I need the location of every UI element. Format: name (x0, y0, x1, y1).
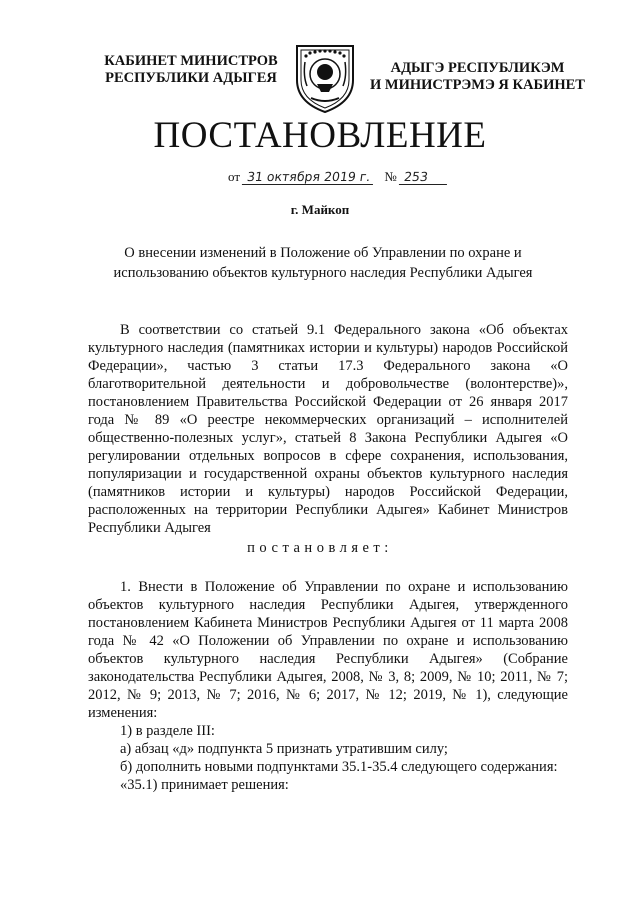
from-label: от (228, 169, 241, 184)
coat-of-arms-icon (291, 40, 359, 114)
issuer-name-russian (96, 53, 286, 87)
decree-word: постановляет: (247, 540, 393, 556)
items-list (88, 578, 568, 794)
list-item: а) абзац «д» подпункта 5 признать утратившим силу; (120, 741, 448, 757)
list-item: 1. Внести в Положение об Управлении по охране и использованию объектов культурного наследия Республики Адыгея, утвержденного постановлением Кабинета Министров Республики Адыгея от 11 марта 2008 года № 42 «О Положении об Управлении по охране и использованию объектов культурного наследия Республики Адыгея» (Собрание законодательства Республики Адыгея, 2008, № 3, 8; 2009, № 10; 2011, № 7; 2012, № 9; 2013, № 7; 2016, № 6; 2017, № 12; 2019, № 1), следующие изменения: (88, 579, 568, 721)
number-label: № (384, 169, 397, 184)
subject-heading: О внесении изменений в Положение об Управлении по охране и использованию объектов культурного наследия Республики Адыгея (113, 245, 533, 281)
issuer-line: АДЫГЭ РЕСПУБЛИКЭМ (390, 60, 565, 76)
document-number: 253 (399, 169, 449, 185)
list-item: б) дополнить новыми подпунктами 35.1-35.4 следующего содержания: (120, 759, 558, 775)
document-title: ПОСТАНОВЛЕНИЕ (153, 115, 487, 156)
preamble (88, 321, 568, 537)
preamble-text: В соответствии со статьей 9.1 Федерального закона «Об объектах культурного наследия (памятниках истории и культуры) народов Российской Федерации», частью 3 статьи 17.3 Федерального закона «О благотворительной деятельности и добровольчестве (волонтерстве)», постановлением Правительства Российской Федерации от 26 января 2017 года № 89 «О реестре некоммерческих организаций – исполнителей общественно-полезных услуг», статьей 8 Закона Республики Адыгея «О регулировании отдельных вопросов в сфере сохранения, использования, популяризации и государственной охраны объектов культурного наследия (памятников истории и культуры) народов Российской Федерации, расположенных на территории Республики Адыгея» Кабинет Министров Республики Адыгея (88, 322, 568, 536)
list-item: 1) в разделе III: (120, 723, 215, 739)
issuer-line: КАБИНЕТ МИНИСТРОВ (104, 53, 278, 69)
date-number-line (228, 169, 448, 185)
date-value: 31 октября 2019 г. (242, 169, 376, 185)
city: г. Майкоп (290, 202, 350, 217)
issuer-line: И МИНИСТРЭМЭ Я КАБИНЕТ (370, 77, 585, 93)
issuer-name-adyghe (370, 60, 585, 94)
list-item: «35.1) принимает решения: (120, 777, 289, 793)
issuer-line: РЕСПУБЛИКИ АДЫГЕЯ (105, 70, 277, 86)
